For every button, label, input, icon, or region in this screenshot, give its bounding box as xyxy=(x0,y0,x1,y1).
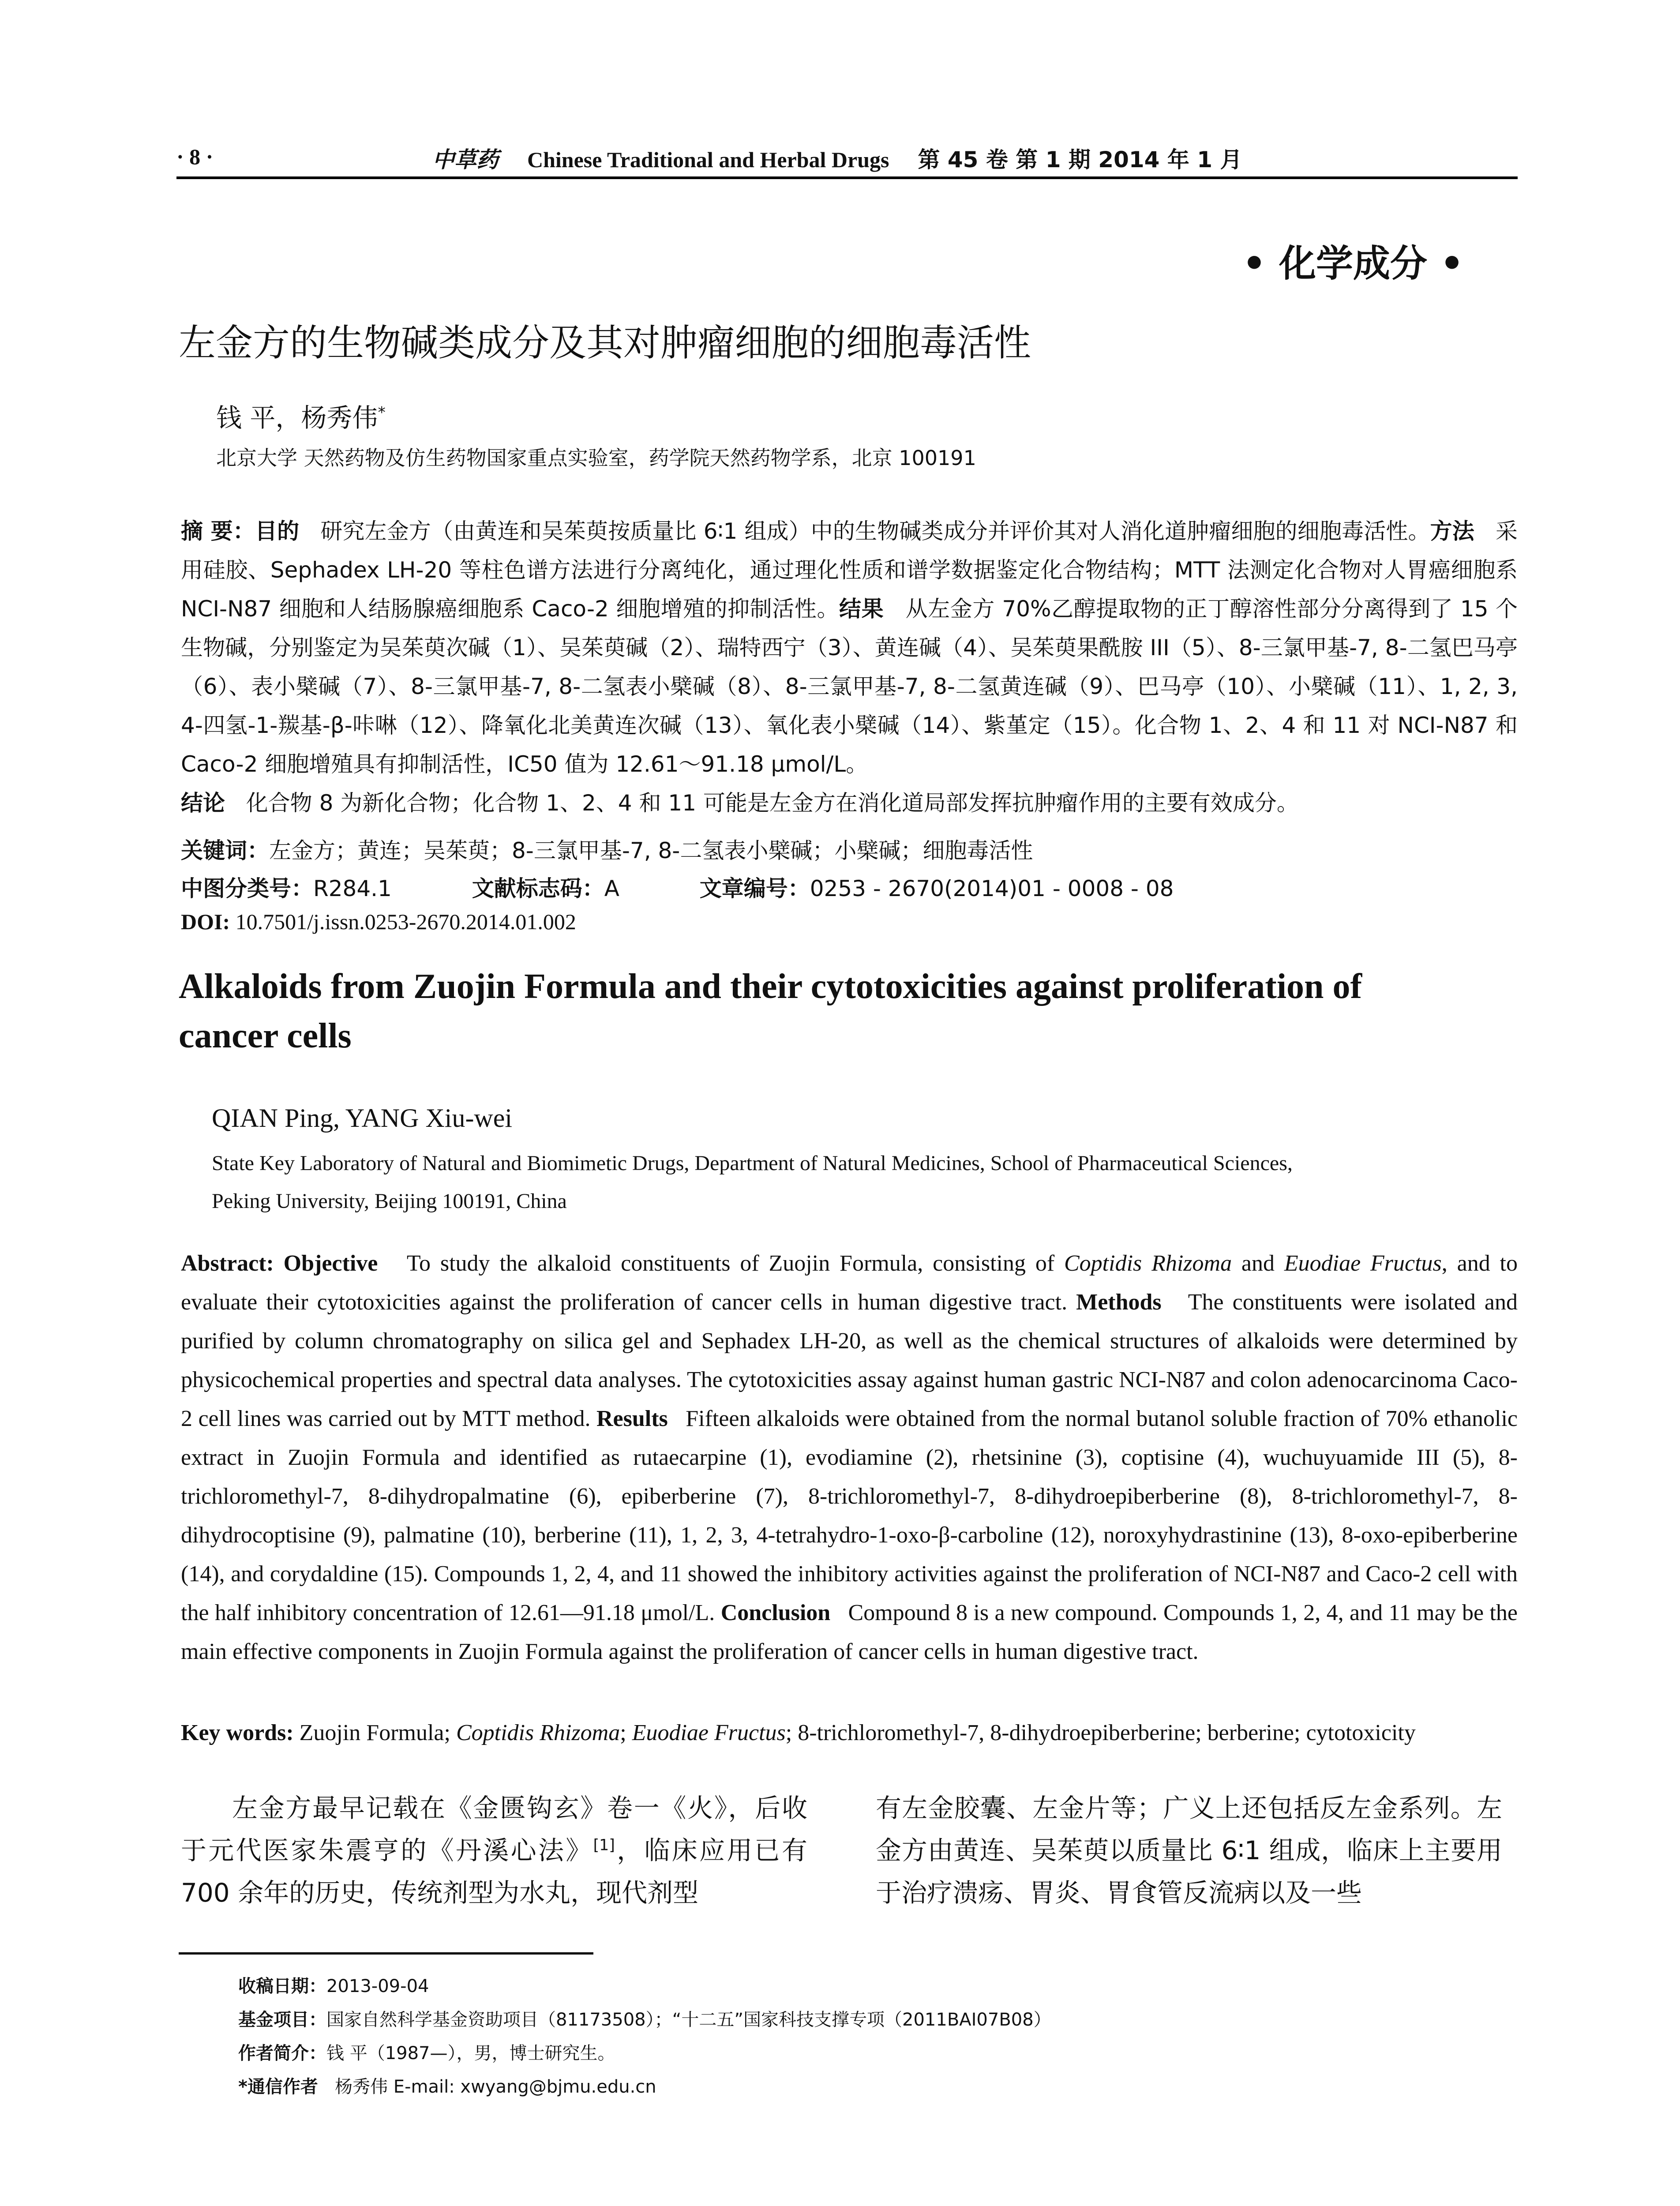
section-label: • 化学成分 • xyxy=(1242,242,1464,285)
affiliation-en: State Key Laboratory of Natural and Biomimetic Drugs, Department of Natural Medicines, School of Pharmaceutical Sciences, Peking University, Beijing 100191, China xyxy=(212,1152,1293,1213)
issue-info: 第 45 卷 第 1 期 2014 年 1 月 xyxy=(918,147,1242,173)
methods-text: 采用硅胶、Sephadex LH-20 等柱色谱方法进行分离纯化，通过理化性质和谱学数据鉴定化合物结构；MTT 法测定化合物对人胃癌细胞系 NCI-N87 细胞和人结肠腺癌细胞系 Caco-2 细胞增殖的抑制活性。 xyxy=(181,518,1518,622)
conclusion-text: 化合物 8 为新化合物；化合物 1、2、4 和 11 可能是左金方在消化道局部发挥抗肿瘤作用的主要有效成分。 xyxy=(246,790,1299,816)
title-cn: 左金方的生物碱类成分及其对肿瘤细胞的细胞毒活性 xyxy=(179,321,1031,364)
journal-name-cn: 中草药 xyxy=(432,147,499,173)
abstract-label: 摘 要： xyxy=(181,518,255,544)
title-en: Alkaloids from Zuojin Formula and their cytotoxicities against proliferation of cancer cells xyxy=(179,967,1362,1055)
citation-ref[interactable]: [1] xyxy=(593,1836,615,1854)
abstract-cn: 摘 要：目的 研究左金方（由黄连和吴茱萸按质量比 6∶1 组成）中的生物碱类成分并评价其对人消化道肿瘤细胞的细胞毒活性。方法 采用硅胶、Sephadex LH-20 等柱色谱方法进行分离纯化，通过理化性质和谱学数据鉴定化合物结构；MTT 法测定化合物对人胃癌细胞系 NCI-N87 细胞和人结肠腺癌细胞系 Caco-2 细胞增殖的抑制活性。结果 从左金方 70%乙醇提取物的正丁醇溶性部分分离得到了 15 个生物碱，分别鉴定为吴茱萸次碱（1）、吴茱萸碱（2）、瑞特西宁（3）、黄连碱（4）、吴茱萸果酰胺 III（5）、8-三氯甲基-7, 8-二氢巴马亭（6）、表小檗碱（7）、8-三氯甲基-7, 8-二氢表小檗碱（8）、8-三氯甲基-7, 8-二氢黄连碱（9）、巴马亭（10）、小檗碱（11）、1, 2, 3, 4-四氢-1-羰基-β-咔啉（12）、降氧化北美黄连次碱（13）、氧化表小檗碱（14）、紫堇定（15）。化合物 1、2、4 和 11 对 NCI-N87 和 Caco-2 细胞增殖具有抑制活性，IC50 值为 12.61～91.18 μmol/L。 结论 化合物 8 为新化合物；化合物 1、2、4 和 11 可能是左金方在消化道局部发挥抗肿瘤作用的主要有效成分。 xyxy=(181,518,1518,816)
footnote-received: 收稿日期：2013-09-04 xyxy=(238,1976,429,1996)
objective-text: 研究左金方（由黄连和吴茱萸按质量比 6∶1 组成）中的生物碱类成分并评价其对人消化道肿瘤细胞的细胞毒活性。 xyxy=(320,518,1430,544)
running-header xyxy=(432,142,1242,174)
header-rule xyxy=(176,176,1518,179)
authors-cn: 钱 平，杨秀伟* xyxy=(216,403,386,433)
body-column-right: 有左金胶囊、左金片等；广义上还包括反左金系列。左金方由黄连、吴茱萸以质量比 6∶1 组成，临床上主要用于治疗溃疡、胃炎、胃食管反流病以及一些 xyxy=(876,1793,1502,1908)
keywords-cn: 关键词：左金方；黄连；吴茱萸；8-三氯甲基-7, 8-二氢表小檗碱；小檗碱；细胞毒活性 xyxy=(181,838,1033,863)
abstract-en: Abstract: Objective To study the alkaloid constituents of Zuojin Formula, consisting of Coptidis Rhizoma and Euodiae Fructus, and to evaluate their cytotoxicities against the proliferation of cancer cells in human digestive tract. Methods The constituents were isolated and purified by column chromatography on silica gel and Sephadex LH-20, as well as the chemical structures of alkaloids were determined by physicochemical properties and spectral data analyses. The cytotoxicities assay against human gastric NCI-N87 and colon adenocarcinoma Caco-2 cell lines was carried out by MTT method. Results Fifteen alkaloids were obtained from the normal butanol soluble fraction of 70% ethanolic extract in Zuojin Formula and identified as rutaecarpine (1), evodiamine (2), rhetsinine (3), coptisine (4), wuchuyuamide III (5), 8-trichloromethyl-7, 8-dihydropalmatine (6), epiberberine (7), 8-trichloromethyl-7, 8-dihydroepiberberine (8), 8-trichloromethyl-7, 8-dihydrocoptisine (9), palmatine (10), berberine (11), 1, 2, 3, 4-tetrahydro-1-oxo-β-carboline (12), noroxyhydrastinine (13), 8-oxo-epiberberine (14), and corydaldine (15). Compounds 1, 2, 4, and 11 showed the inhibitory activities against the proliferation of NCI-N87 and Caco-2 cell with the half inhibitory concentration of 12.61—91.18 μmol/L. Conclusion Compound 8 is a new compound. Compounds 1, 2, 4, and 11 may be the main effective components in Zuojin Formula against the proliferation of cancer cells in human digestive tract. xyxy=(181,1251,1518,1664)
keywords-en: Key words: Zuojin Formula; Coptidis Rhizoma; Euodiae Fructus; 8-trichloromethyl-7, 8-dihydroepiberberine; berberine; cytotoxicity xyxy=(181,1720,1416,1745)
body-column-left: 左金方最早记载在《金匮钩玄》卷一《火》，后收于元代医家朱震亨的《丹溪心法》[1]，临床应用已有 700 余年的历史，传统剂型为水丸，现代剂型 xyxy=(181,1793,807,1908)
results-text: 从左金方 70%乙醇提取物的正丁醇溶性部分分离得到了 15 个生物碱，分别鉴定为吴茱萸次碱（1）、吴茱萸碱（2）、瑞特西宁（3）、黄连碱（4）、吴茱萸果酰胺 III（5）、8-三氯甲基-7, 8-二氢巴马亭（6）、表小檗碱（7）、8-三氯甲基-7, 8-二氢表小檗碱（8）、8-三氯甲基-7, 8-二氢黄连碱（9）、巴马亭（10）、小檗碱（11）、1, 2, 3, 4-四氢-1-羰基-β-咔啉（12）、降氧化北美黄连次碱（13）、氧化表小檗碱（14）、紫堇定（15）。化合物 1、2、4 和 11 对 NCI-N87 和 Caco-2 细胞增殖具有抑制活性，IC50 值为 12.61～91.18 μmol/L。 xyxy=(181,596,1518,777)
footnote-rule xyxy=(179,1952,593,1955)
corresponding-mark: * xyxy=(378,404,386,422)
footnote-corresponding: *通信作者 杨秀伟 E-mail: xwyang@bjmu.edu.cn xyxy=(238,2077,656,2097)
journal-name-en: Chinese Traditional and Herbal Drugs xyxy=(527,147,889,172)
doi-link[interactable]: 10.7501/j.issn.0253-2670.2014.01.002 xyxy=(235,909,576,934)
classification-line: 中图分类号：R284.1 文献标志码：A 文章编号：0253 - 2670(2014)01 - 0008 - 08 xyxy=(181,876,1174,901)
authors-en: QIAN Ping, YANG Xiu-wei xyxy=(212,1103,513,1133)
doi-line: DOI: 10.7501/j.issn.0253-2670.2014.01.002 xyxy=(181,909,576,934)
page-number: · 8 · xyxy=(176,144,214,169)
corresponding-email[interactable]: 杨秀伟 E-mail: xwyang@bjmu.edu.cn xyxy=(335,2077,656,2097)
affiliation-cn: 北京大学 天然药物及仿生药物国家重点实验室，药学院天然药物学系，北京 100191 xyxy=(216,446,976,470)
footnote-author-bio: 作者简介：钱 平（1987—），男，博士研究生。 xyxy=(238,2043,615,2063)
footnote-fund: 基金项目：国家自然科学基金资助项目（81173508）；“十二五”国家科技支撑专项（2011BAI07B08） xyxy=(238,2010,1051,2030)
